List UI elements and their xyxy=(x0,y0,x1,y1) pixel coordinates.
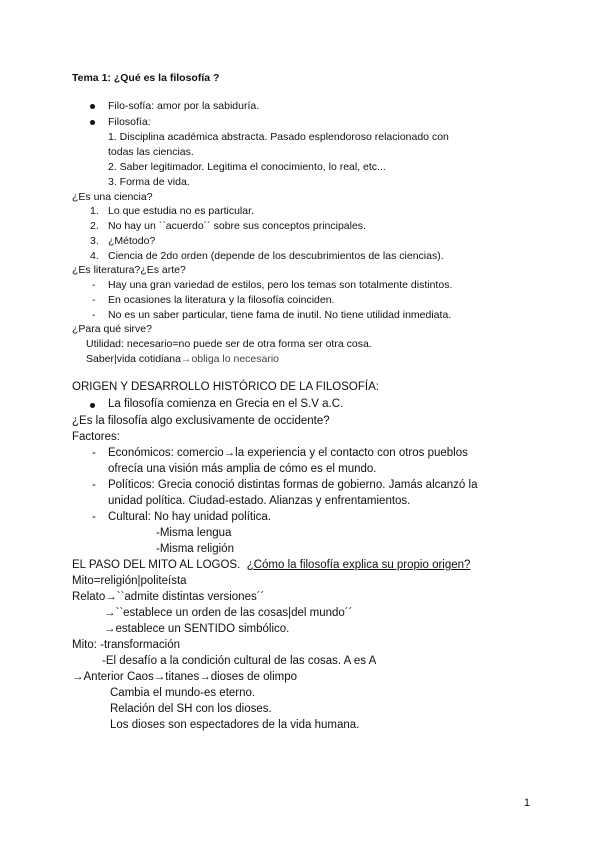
arrow-icon: → xyxy=(180,353,192,365)
bullet-icon xyxy=(90,120,95,125)
dash-icon: - xyxy=(92,479,96,491)
list-item: ¿Método? xyxy=(108,235,156,247)
mito-line: Relato→``admite distintas versiones´´ xyxy=(72,591,265,603)
list-item: No es un saber particular, tiene fama de inutil. No tiene utilidad inmediata. xyxy=(108,309,452,321)
definition-3: 3. Forma de vida. xyxy=(108,176,190,188)
factor-cultural-line-1: Cultural: No hay unidad política. xyxy=(108,511,272,523)
mito-line: Relación del SH con los dioses. xyxy=(110,703,272,715)
dash-icon: - xyxy=(92,511,96,523)
list-item: No hay un ``acuerdo´´ sobre sus conceptos principales. xyxy=(108,220,366,232)
mito-heading-text: EL PASO DEL MITO AL LOGOS. xyxy=(72,559,241,571)
bullet-icon xyxy=(90,104,95,109)
mito-line: Los dioses son espectadores de la vida humana. xyxy=(110,719,360,731)
bullet-filosofia: Filosofía: xyxy=(108,116,151,128)
utilidad-line: Utilidad: necesario=no puede ser de otra forma ser otra cosa. xyxy=(86,338,372,350)
bullet-icon xyxy=(90,403,95,408)
list-number: 1. xyxy=(90,205,99,217)
section-heading-ciencia: ¿Es una ciencia? xyxy=(72,191,153,203)
factores-label: Factores: xyxy=(72,431,120,443)
factor-politicos-line-1: Políticos: Grecia conoció distintas formas de gobierno. Jamás alcanzó la xyxy=(108,479,478,491)
factor-cultural-line-3: -Misma religión xyxy=(156,543,234,555)
origen-bullet: La filosofía comienza en Grecia en el S.V a.C. xyxy=(108,398,344,410)
list-number: 4. xyxy=(90,250,99,262)
origen-question: ¿Es la filosofía algo exclusivamente de occidente? xyxy=(72,415,330,427)
section-heading-origen: ORIGEN Y DESARROLLO HISTÓRICO DE LA FILOSOFÍA: xyxy=(72,381,379,393)
list-item: Lo que estudia no es particular. xyxy=(108,205,254,217)
mito-line: -El desafío a la condición cultural de las cosas. A es A xyxy=(102,655,377,667)
page-number: 1 xyxy=(523,797,530,809)
factor-economicos-line-2: ofrecía una visión más amplia de cómo es el mundo. xyxy=(108,463,377,475)
definition-1-line-1: 1. Disciplina académica abstracta. Pasado esplendoroso relacionado con xyxy=(108,131,449,143)
factor-cultural-line-2: -Misma lengua xyxy=(156,527,232,539)
bullet-filosofia-def: Filo-sofía: amor por la sabiduría. xyxy=(108,100,260,112)
definition-1-line-2: todas las ciencias. xyxy=(108,146,194,158)
mito-line: Cambia el mundo-es eterno. xyxy=(110,687,256,699)
saber-line xyxy=(86,354,279,365)
mito-line: →establece un SENTIDO simbólico. xyxy=(104,623,290,635)
list-item: Hay una gran variedad de estilos, pero los temas son totalmente distintos. xyxy=(108,279,453,291)
dash-icon: - xyxy=(92,447,96,459)
mito-line: Mito=religión|politeísta xyxy=(72,575,187,587)
list-item: Ciencia de 2do orden (depende de los descubrimientos de las ciencias). xyxy=(108,250,444,262)
mito-line: Mito: -transformación xyxy=(72,639,181,651)
factor-economicos-line-1: Económicos: comercio→la experiencia y el contacto con otros pueblos xyxy=(108,447,468,459)
page-title: Tema 1: ¿Qué es la filosofía ? xyxy=(72,72,220,84)
list-number: 3. xyxy=(90,235,99,247)
section-heading-para-que: ¿Para qué sirve? xyxy=(72,323,152,335)
section-heading-literatura: ¿Es literatura?¿Es arte? xyxy=(72,264,186,276)
mito-line: →``establece un orden de las cosas|del mundo´´ xyxy=(104,607,353,619)
mito-line: →Anterior Caos→titanes→dioses de olimpo xyxy=(72,671,297,683)
dash-icon: - xyxy=(92,279,96,291)
factor-politicos-line-2: unidad política. Ciudad-estado. Alianzas y enfrentamientos. xyxy=(108,495,411,507)
dash-icon: - xyxy=(92,294,96,306)
saber-result: obliga lo necesario xyxy=(191,353,280,365)
list-number: 2. xyxy=(90,220,99,232)
mito-heading-question: ¿Cómo la filosofía explica su propio origen? xyxy=(246,559,471,571)
definition-2: 2. Saber legitimador. Legitima el conocimiento, lo real, etc... xyxy=(108,161,386,173)
section-heading-mito xyxy=(72,560,470,572)
dash-icon: - xyxy=(92,309,96,321)
list-item: En ocasiones la literatura y la filosofía coinciden. xyxy=(108,294,335,306)
saber-text: Saber|vida cotidiana xyxy=(86,353,181,365)
